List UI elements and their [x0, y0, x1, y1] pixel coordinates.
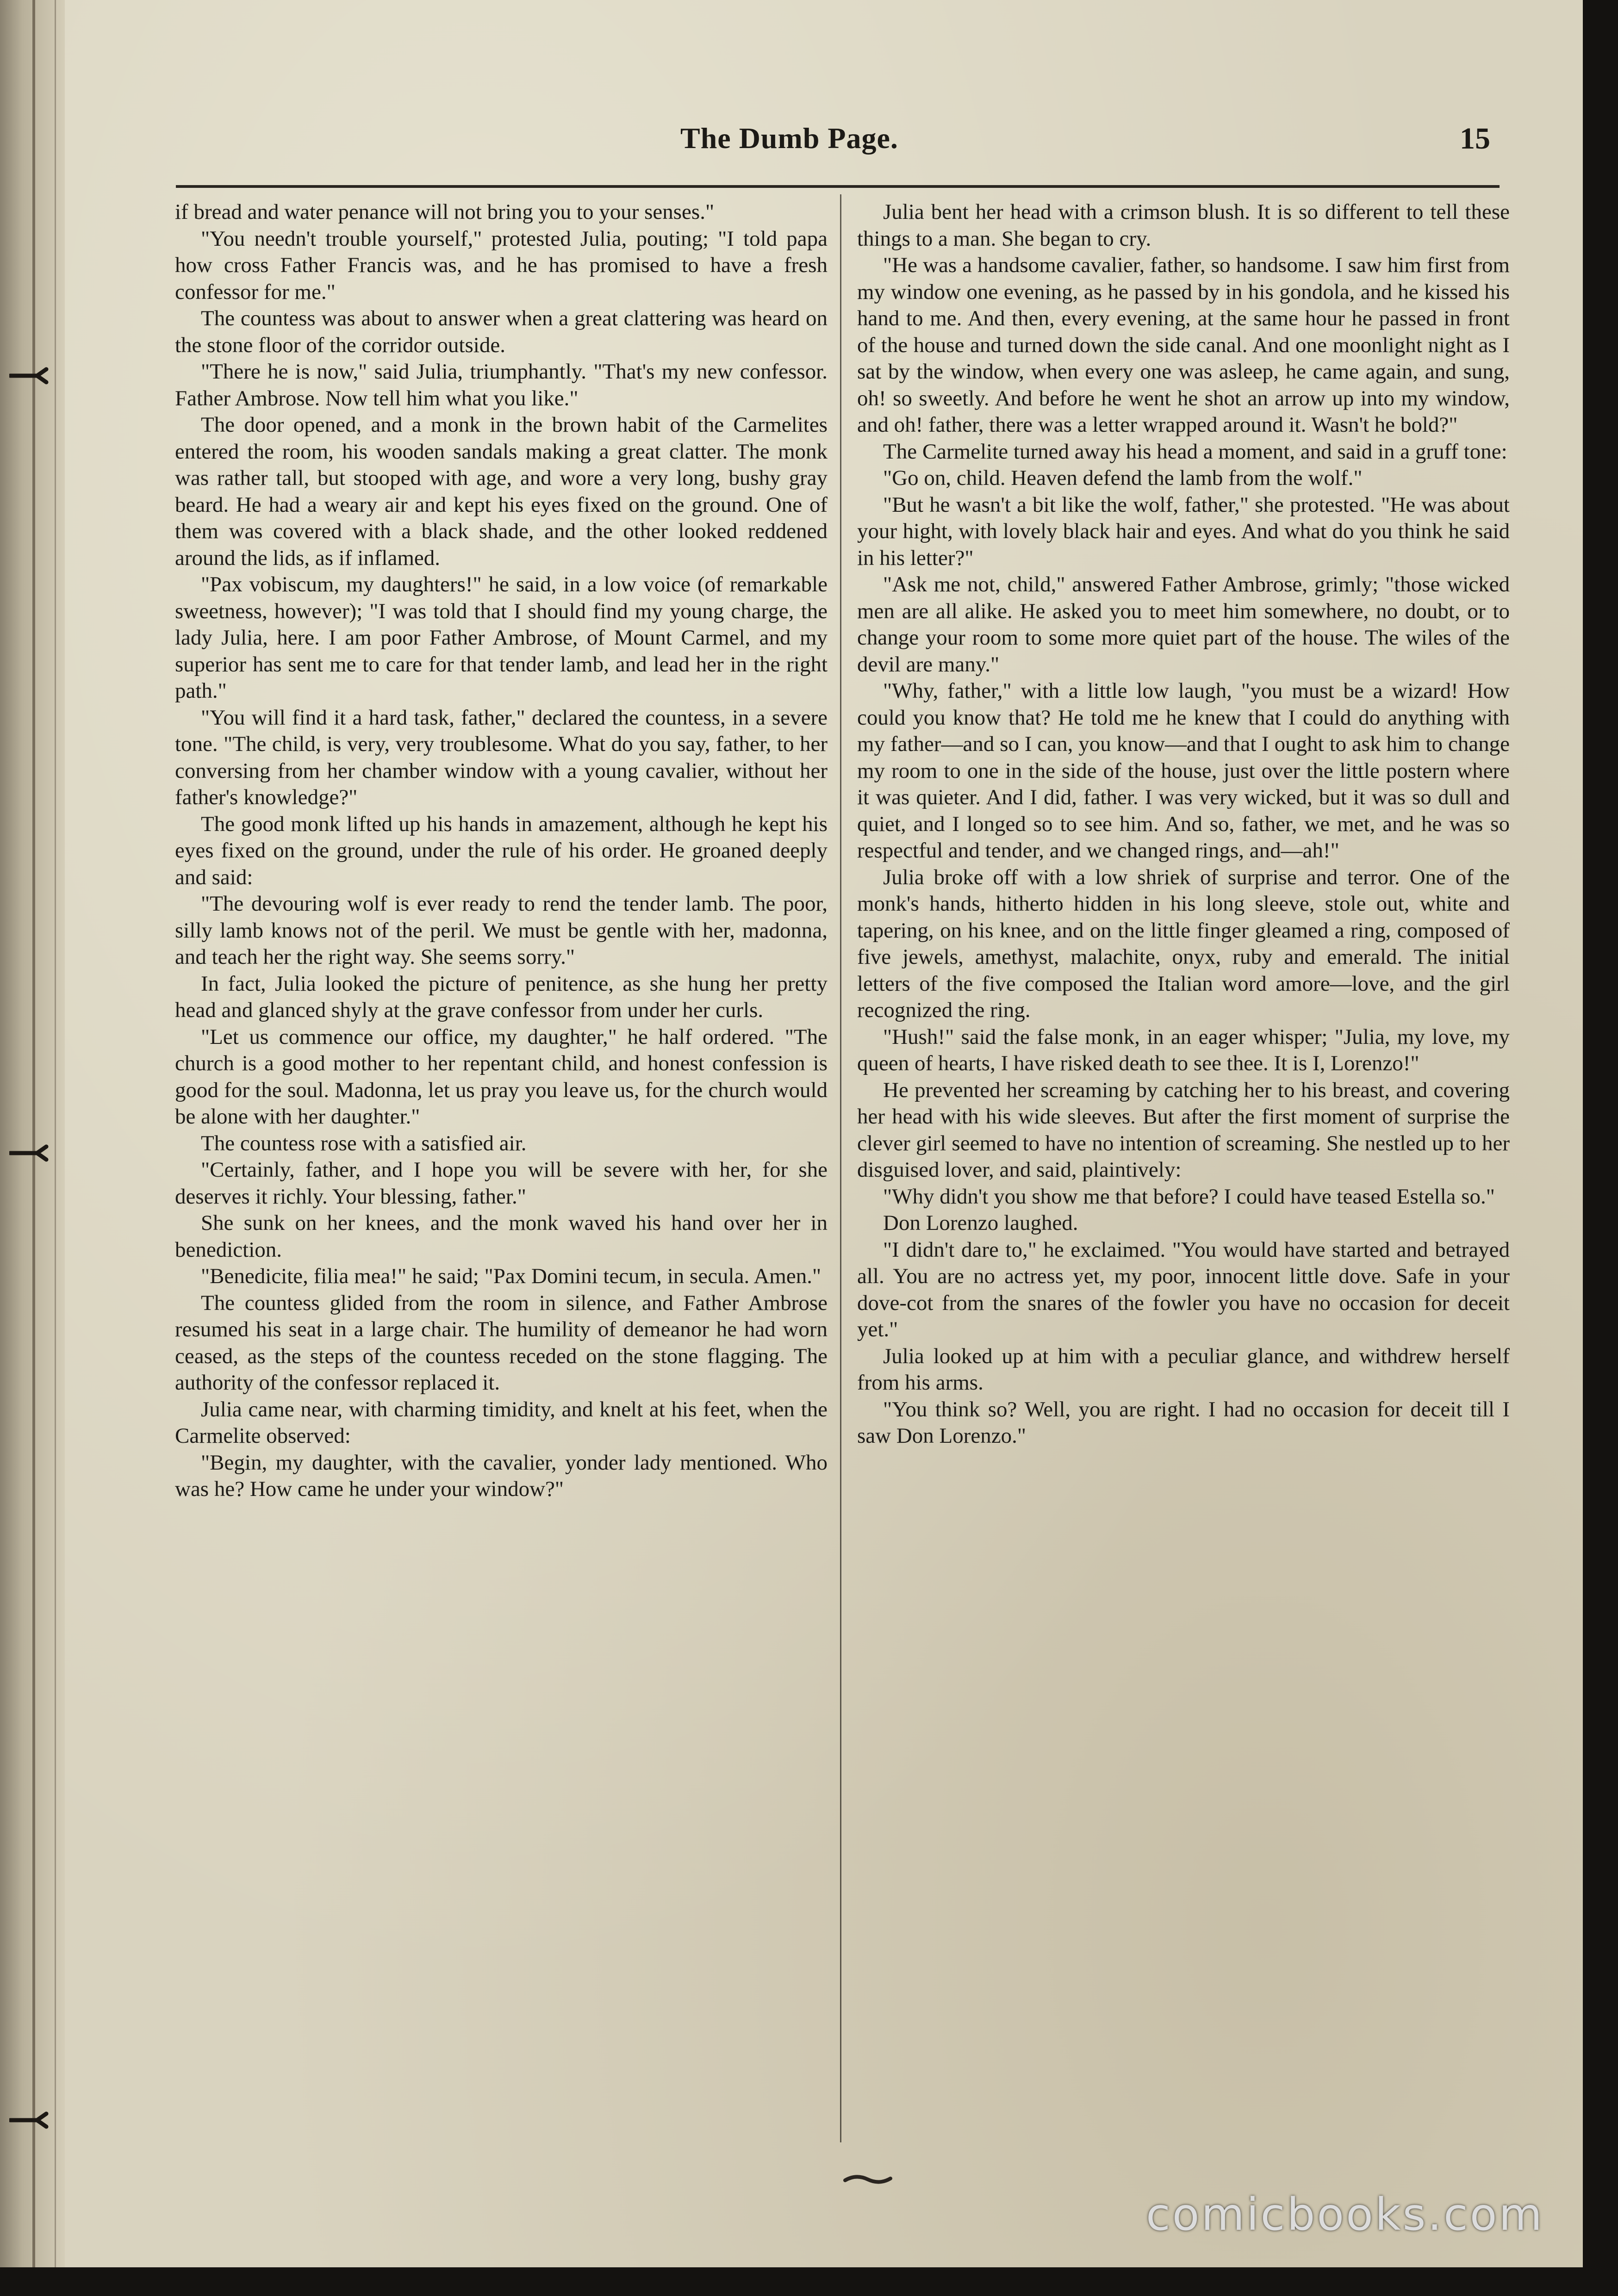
- site-watermark: comicbooks.com: [1145, 2189, 1544, 2240]
- binding-stitch-icon: [9, 1143, 51, 1163]
- paragraph: Julia bent her head with a crimson blush. It is so different to tell these things to a man. She began to cry.: [857, 200, 1510, 251]
- paragraph: "Why didn't you show me that before? I could have teased Estella so.": [883, 1184, 1495, 1209]
- right-column: [857, 199, 1510, 2179]
- paragraph: "Why, father," with a little low laugh, "you must be a wizard! How could you know that? He told me he knew that I could do anything with my father—and so I can, you know—and that I ought to ask him to change my room to one in the side of the house, just over the little postern where it was quieter. And I did, father. I was very wicked, but it was so dull and quiet, and I longed so to see him. And so, father, we met, and he was so respectful and tender, and we changed rings, and—ah!": [857, 679, 1510, 863]
- paragraph: "Ask me not, child," answered Father Ambrose, grimly; "those wicked men are all alike. He asked you to meet him somewhere, no doubt, or to change your room to some more quiet part of the house. The wiles of the devil are many.": [857, 572, 1510, 676]
- header-rule: [176, 185, 1500, 188]
- paragraph: Julia looked up at him with a peculiar glance, and withdrew herself from his arms.: [857, 1344, 1510, 1395]
- paragraph: "You needn't trouble yourself," protested Julia, pouting; "I told papa how cross Father Francis was, and he has promised to have a fresh confessor for me.": [175, 226, 828, 304]
- paragraph: "But he wasn't a bit like the wolf, father," she protested. "He was about your hight, with lovely black hair and eyes. And what do you think he said in his letter?": [857, 492, 1510, 570]
- paragraph: "I didn't dare to," he exclaimed. "You would have started and betrayed all. You are no actress yet, my poor, innocent little dove. Safe in your dove-cot from the snares of the fowler you have no occasion for deceit yet.": [857, 1237, 1510, 1341]
- paragraph: The countess was about to answer when a great clattering was heard on the stone floor of the corridor outside.: [175, 306, 828, 357]
- paragraph: The countess glided from the room in silence, and Father Ambrose resumed his seat in a large chair. The humility of demeanor he had worn ceased, as the steps of the countess receded on the stone flagging. The authority of the confessor replaced it.: [175, 1291, 828, 1395]
- paragraph: "Certainly, father, and I hope you will be severe with her, for she deserves it richly. Your blessing, father.": [175, 1158, 828, 1209]
- paragraph: Don Lorenzo laughed.: [883, 1211, 1078, 1235]
- running-title: The Dumb Page.: [680, 122, 898, 155]
- binding-stitch-icon: [9, 2110, 51, 2130]
- binding-line: [55, 0, 56, 2267]
- paragraph: "Let us commence our office, my daughter," he half ordered. "The church is a good mother to her repentant child, and honest confession is good for the soul. Madonna, let us pray you leave us, for the church would be alone with her daughter.": [175, 1024, 828, 1129]
- column-divider: [840, 194, 841, 2142]
- paragraph: "There he is now," said Julia, triumphantly. "That's my new confessor. Father Ambrose. Now tell him what you like.": [175, 360, 828, 410]
- paragraph: Julia came near, with charming timidity, and knelt at his feet, when the Carmelite observed:: [175, 1397, 828, 1448]
- paragraph: In fact, Julia looked the picture of penitence, as she hung her pretty head and glanced shyly at the grave confessor from under her curls.: [175, 971, 828, 1022]
- paragraph: "He was a handsome cavalier, father, so handsome. I saw him first from my window one evening, as he passed by in his gondola, and he kissed his hand to me. And then, every evening, at the same hour he passed in front of the house and turned down the side canal. And one moonlight night as I sat by the window, when every one was asleep, he came again, and sung, oh! so sweetly. And before he went he shot an arrow up into my window, and oh! father, there was a letter wrapped around it. Wasn't he bold?": [857, 253, 1510, 437]
- paragraph: She sunk on her knees, and the monk waved his hand over her in benediction.: [175, 1211, 828, 1262]
- paragraph: "You will find it a hard task, father," declared the countess, in a severe tone. "The child, is very, very troublesome. What do you say, father, to her conversing from her chamber window with a young cavalier, without her father's knowledge?": [175, 705, 828, 809]
- paragraph: "Benedicite, filia mea!" he said; "Pax Domini tecum, in secula. Amen.": [201, 1264, 821, 1288]
- paragraph: "Begin, my daughter, with the cavalier, yonder lady mentioned. Who was he? How came he under your window?": [175, 1450, 828, 1501]
- paragraph: "The devouring wolf is ever ready to rend the tender lamb. The poor, silly lamb knows not of the peril. We must be gentle with her, madonna, and teach her the right way. She seems sorry.": [175, 892, 828, 969]
- paragraph: "Hush!" said the false monk, in an eager whisper; "Julia, my love, my queen of hearts, I have risked death to see thee. It is I, Lorenzo!": [857, 1024, 1510, 1075]
- paragraph: The countess rose with a satisfied air.: [201, 1131, 527, 1155]
- paragraph: "Pax vobiscum, my daughters!" he said, in a low voice (of remarkable sweetness, however); "I was told that I should find my young charge, the lady Julia, here. I am poor Father Ambrose, of Mount Carmel, and my superior has sent me to care for that tender lamb, and lead her in the right path.": [175, 572, 828, 703]
- paragraph: The Carmelite turned away his head a moment, and said in a gruff tone:: [883, 439, 1507, 464]
- paragraph: "Go on, child. Heaven defend the lamb from the wolf.": [883, 466, 1363, 490]
- paragraph: Julia broke off with a low shriek of surprise and terror. One of the monk's hands, hitherto hidden in his long sleeve, stole out, white and tapering, on his knee, and on the little finger gleamed a ring, composed of five jewels, amethyst, malachite, onyx, ruby and emerald. The initial letters of the five composed the Italian word amore—love, and the girl recognized the ring.: [857, 865, 1510, 1022]
- left-column: [175, 199, 828, 2179]
- paragraph: if bread and water penance will not bring you to your senses.": [175, 200, 715, 224]
- paragraph: He prevented her screaming by catching her to his breast, and covering her head with his wide sleeves. But after the first moment of surprise the clever girl seemed to have no intention of screaming. She nestled up to her disguised lover, and said, plaintively:: [857, 1078, 1510, 1182]
- binding-stitch-icon: [9, 366, 51, 386]
- page-number: 15: [1460, 122, 1490, 155]
- ink-smudge: [842, 2170, 893, 2189]
- paragraph: The door opened, and a monk in the brown habit of the Carmelites entered the room, his wooden sandals making a great clatter. The monk was rather tall, but stooped with age, and wore a very long, bushy gray beard. He had a weary air and kept his eyes fixed on the ground. One of them was covered with a black shade, and the other looked reddened around the lids, as if inflamed.: [175, 413, 828, 570]
- running-header: [176, 121, 1518, 168]
- paragraph: The good monk lifted up his hands in amazement, although he kept his eyes fixed on the ground, under the rule of his order. He groaned deeply and said:: [175, 812, 828, 889]
- binding-line: [32, 0, 35, 2267]
- paragraph: "You think so? Well, you are right. I had no occasion for deceit till I saw Don Lorenzo.": [857, 1397, 1510, 1448]
